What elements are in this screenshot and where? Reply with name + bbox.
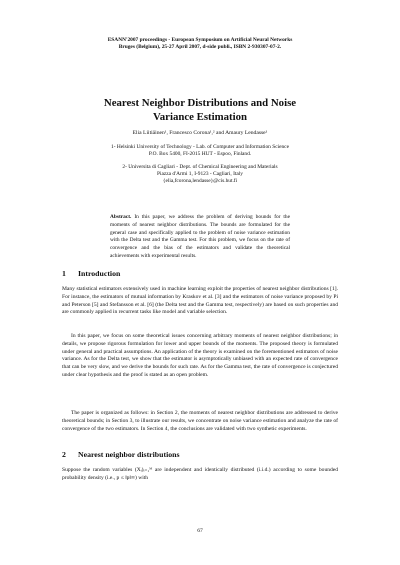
abstract-text: In this paper, we address the problem of deriving bounds for the moments of nearest neighbor distributions. The bounds are formulated for the general case and specifically applied to the problem of noise variance estimation with the Delta test and the Gamma test. For this problem, we focus on the rate of convergence and the bias of the estimators and validate the theoretical achievements with experimental results. — [110, 214, 291, 259]
paragraph-text: The paper is organized as follows: in Section 2, the moments of nearest neighbor distributions are addressed to derive theoretical bounds; in Section 3, to illustrate our results, we concentrate on noise variance estimation and analyze the rate of convergence of the two estimators. In Section 4, the conclusions are validated with two synthetic experiments. — [62, 410, 338, 432]
section-title: Introduction — [78, 269, 121, 278]
author-emails: {elia,fcorona,lendasse}@cis.hut.fi — [162, 178, 238, 184]
section-title: Nearest neighbor distributions — [78, 450, 180, 459]
header-line-2: Bruges (Belgium), 25-27 April 2007, d-side publi., ISBN 2-930307-07-2. — [118, 44, 282, 50]
affiliation-line: Piazza d'Armi 1, I-9123 - Cagliari, Italy — [157, 171, 243, 177]
title-line-2: Variance Estimation — [152, 111, 248, 123]
abstract — [110, 214, 290, 261]
proceedings-header — [0, 37, 400, 51]
page-number: 67 — [197, 528, 203, 534]
paper-title — [0, 96, 400, 124]
body-paragraph — [62, 410, 338, 433]
affiliation-line: 2- Universita di Cagliari - Dept. of Chemical Engineering and Materials — [122, 164, 278, 170]
body-paragraph: Suppose the random variables (Xᵢ)ᵢ₌₁ᴹ are independent and identically distributed (i.i.d.) according to some bounded probability density (i.e., p ≤ ‖p‖∞) with — [62, 467, 338, 481]
section-number: 2 — [62, 450, 66, 459]
paragraph-text: In this paper, we focus on some theoretical issues concerning arbitrary moments of nearest neighbor distributions; in details, we propose rigorous formulation for lower and upper bounds of the moments. The proposed theory is formulated under general and practical assumptions. An application of the theory is examined on the forementioned estimators of noise variance. As for the Delta test, we show that the estimator is asymptotically unbiased with an expected rate of convergence that can be very slow, and we derive the bounds for such rate. As for the Gamma test, the rate of convergence is conjectured under clear hypothesis and the proof is stated as an open problem. — [62, 333, 338, 378]
abstract-label: Abstract. — [110, 214, 132, 220]
author-list: Elia Liitiäinen¹, Francesco Corona¹,² and Amaury Lendasse¹ — [132, 130, 268, 136]
affiliation-line: P.O. Box 5400, FI-2015 HUT - Espoo, Finland. — [148, 151, 252, 157]
section-heading-introduction — [62, 269, 338, 279]
header-line-1: ESANN'2007 proceedings - European Symposium on Artificial Neural Networks — [107, 37, 293, 43]
body-paragraph — [62, 333, 338, 380]
section-heading-nearest-neighbor — [62, 450, 338, 460]
affiliation-line: 1- Helsinki University of Technology - Lab. of Computer and Information Science — [111, 144, 289, 150]
title-line-1: Nearest Neighbor Distributions and Noise — [103, 97, 297, 109]
section-number: 1 — [62, 269, 66, 278]
body-paragraph: Many statistical estimators extensively used in machine learning exploit the properties of nearest neighbor distributions [1]. For instance, the estimators of mutual information by Kraskov et al. [3] and the estimators of noise variance proposed by Pi and Peterson [5] and Stefansson et al. [6] (the Delta test and the Gamma test, respectively) are based on such properties and are commonly applied in recurrent tasks like model and variable selection. — [62, 286, 338, 316]
